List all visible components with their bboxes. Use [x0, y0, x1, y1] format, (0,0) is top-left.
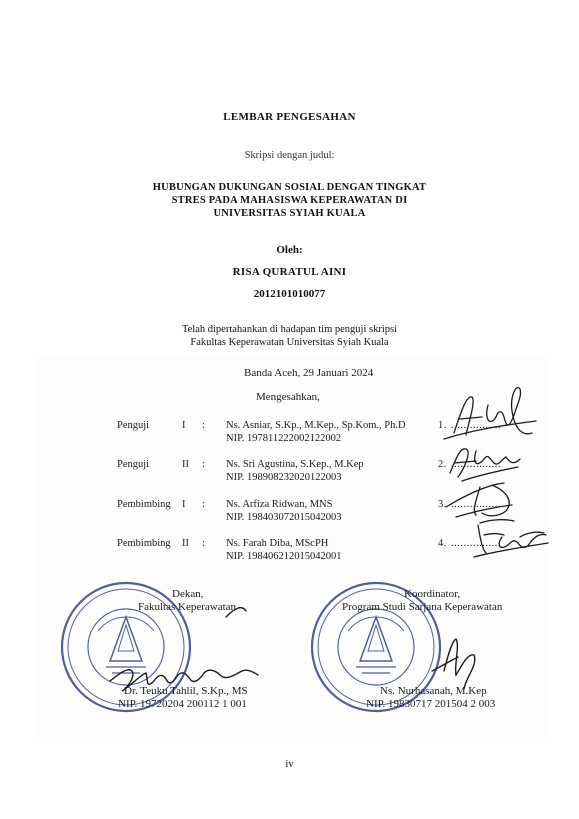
thesis-title-line-1: HUBUNGAN DUKUNGAN SOSIAL DENGAN TINGKAT — [152, 182, 427, 193]
approval-sheet-scan — [36, 355, 548, 738]
page-number: iv — [285, 759, 294, 770]
dean-title: Dekan, — [172, 588, 204, 600]
sign-number: 1. — [438, 420, 447, 431]
examiner-name: Ns. Asniar, S.Kp., M.Kep., Sp.Kom., Ph.D — [226, 420, 406, 431]
by-label: Oleh: — [276, 244, 303, 256]
official-stamps — [36, 355, 548, 738]
role-label: Penguji — [117, 420, 150, 431]
colon: : — [202, 538, 205, 549]
colon: : — [202, 459, 205, 470]
coordinator-unit: Program Studi Sarjana Keperawatan — [342, 601, 503, 613]
examiner-name: Ns. Farah Diba, MScPH — [226, 538, 329, 549]
thesis-title-line-3: UNIVERSITAS SYIAH KUALA — [213, 208, 366, 219]
role-label: Penguji — [117, 459, 150, 470]
page-title: LEMBAR PENGESAHAN — [223, 111, 356, 123]
defense-line-1: Telah dipertahankan di hadapan tim penguji skripsi — [181, 324, 398, 335]
student-id: 2012101010077 — [253, 288, 326, 300]
sign-line: ................ — [451, 538, 501, 549]
role-number: II — [182, 538, 189, 549]
thesis-title-line-2: STRES PADA MAHASISWA KEPERAWATAN DI — [171, 195, 408, 206]
sign-number: 2. — [438, 459, 447, 470]
defense-line-2: Fakultas Keperawatan Universitas Syiah Kuala — [190, 337, 389, 348]
coordinator-name: Ns. Nurhasanah, M.Kep — [380, 685, 487, 697]
dean-nip: NIP. 19720204 200112 1 001 — [118, 698, 247, 710]
sign-number: 4. — [438, 538, 447, 549]
colon: : — [202, 499, 205, 510]
role-number: I — [182, 499, 186, 510]
dean-name: Dr. Teuku Tahlil, S.Kp., MS — [124, 685, 248, 697]
place-date: Banda Aceh, 29 Januari 2024 — [244, 367, 374, 379]
author-name: RISA QURATUL AINI — [232, 266, 347, 278]
subtitle: Skripsi dengan judul: — [244, 150, 335, 161]
role-number: II — [182, 459, 189, 470]
role-label: Pembimbing — [117, 538, 171, 549]
role-number: I — [182, 420, 186, 431]
role-label: Pembimbing — [117, 499, 171, 510]
examiner-nip: NIP. 198403072015042003 — [226, 512, 342, 523]
examiner-nip: NIP. 198406212015042001 — [226, 551, 342, 562]
examiner-nip: NIP. 197811222002122002 — [226, 433, 342, 444]
sign-line: ................ — [451, 420, 501, 431]
coordinator-nip: NIP. 19830717 201504 2 003 — [366, 698, 496, 710]
approval-label: Mengesahkan, — [256, 391, 320, 403]
sign-line: ................ — [451, 499, 501, 510]
examiner-name: Ns. Sri Agustina, S.Kep., M.Kep — [226, 459, 364, 470]
sign-number: 3. — [438, 499, 447, 510]
colon: : — [202, 420, 205, 431]
examiner-name: Ns. Arfiza Ridwan, MNS — [226, 499, 333, 510]
dean-unit: Fakultas Keperawatan — [138, 601, 237, 613]
examiner-nip: NIP. 198908232020122003 — [226, 472, 342, 483]
sign-line: ................ — [451, 459, 501, 470]
coordinator-title: Koordinator, — [404, 588, 461, 600]
